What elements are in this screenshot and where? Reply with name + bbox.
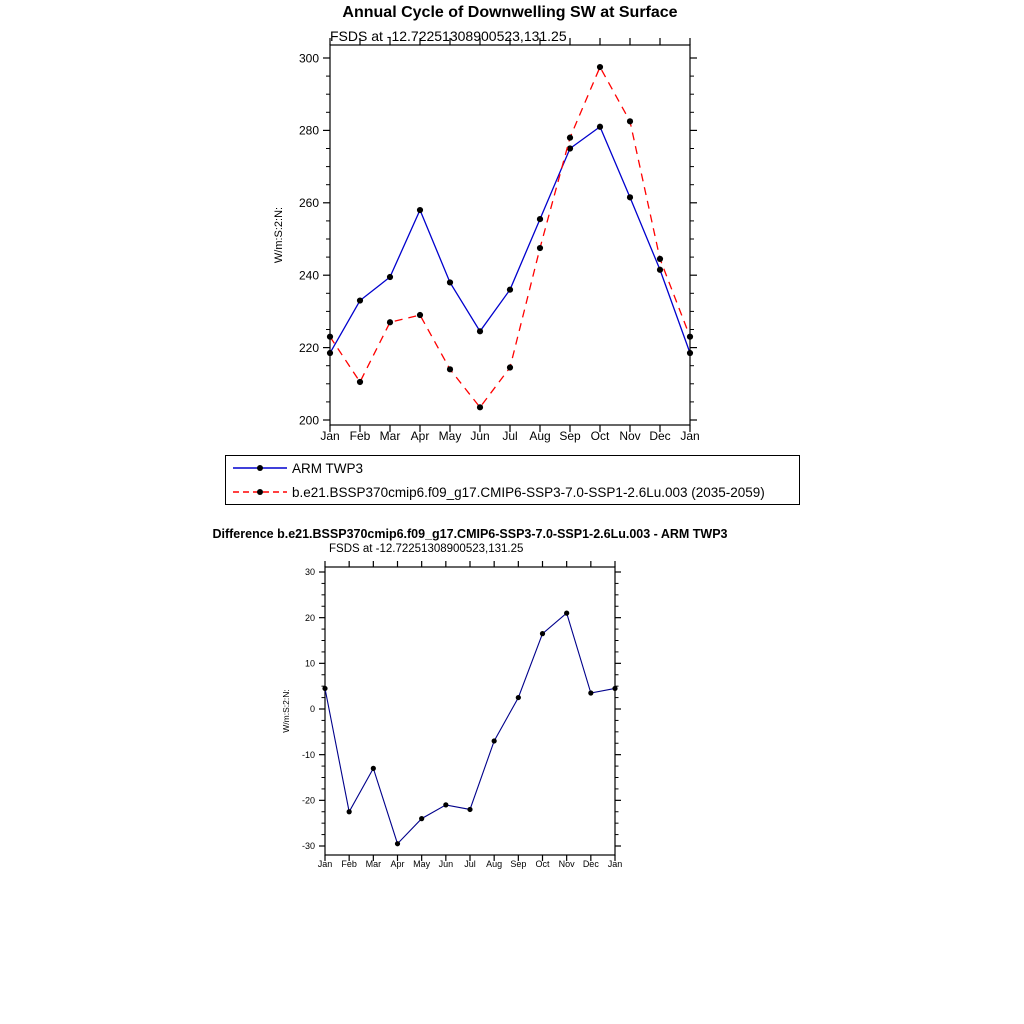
svg-text:Nov: Nov	[558, 859, 575, 869]
svg-text:May: May	[413, 859, 431, 869]
chart-legend	[225, 455, 800, 505]
svg-text:W/m:S:2:N:: W/m:S:2:N:	[273, 206, 285, 264]
difference-line-chart	[240, 553, 680, 878]
difference-chart-title: Difference b.e21.BSSP370cmip6.f09_g17.CMIP6-SSP3-7.0-SSP1-2.6Lu.003 - ARM TWP3	[212, 527, 728, 541]
svg-text:Aug: Aug	[529, 429, 551, 443]
annual-cycle-line-chart	[230, 38, 710, 450]
svg-text:Jun: Jun	[470, 429, 490, 443]
svg-text:Mar: Mar	[365, 859, 382, 869]
legend-entry-arm-twp3	[226, 456, 799, 480]
main-chart-title: Annual Cycle of Downwelling SW at Surface	[342, 4, 678, 21]
svg-text:300: 300	[298, 51, 319, 66]
svg-text:30: 30	[304, 567, 315, 578]
svg-text:220: 220	[298, 340, 319, 355]
svg-text:Sep: Sep	[510, 859, 527, 869]
svg-text:Oct: Oct	[535, 859, 550, 869]
svg-text:Jan: Jan	[607, 859, 623, 869]
svg-text:Jul: Jul	[464, 859, 476, 869]
svg-text:Jul: Jul	[502, 429, 518, 443]
legend-entry-model	[226, 480, 799, 504]
blue-solid-line-sample-icon	[231, 461, 289, 475]
svg-text:Jan: Jan	[317, 859, 333, 869]
svg-text:20: 20	[304, 612, 315, 623]
svg-text:-10: -10	[301, 749, 315, 760]
red-dashed-line-sample-icon	[231, 485, 289, 499]
svg-text:Nov: Nov	[619, 429, 641, 443]
svg-text:Jun: Jun	[438, 859, 454, 869]
svg-text:Dec: Dec	[582, 859, 599, 869]
svg-text:0: 0	[309, 704, 315, 715]
svg-text:W/m:S:2:N:: W/m:S:2:N:	[281, 689, 291, 733]
svg-text:280: 280	[298, 123, 319, 138]
legend-label-model: b.e21.BSSP370cmip6.f09_g17.CMIP6-SSP3-7.0-SSP1-2.6Lu.003 (2035-2059)	[292, 484, 765, 500]
svg-text:Jan: Jan	[320, 429, 340, 443]
svg-text:260: 260	[298, 196, 319, 211]
svg-text:Jan: Jan	[680, 429, 700, 443]
svg-text:Apr: Apr	[390, 859, 405, 869]
difference-chart-subtitle: FSDS at -12.72251308900523,131.25	[329, 543, 524, 555]
main-chart-subtitle: FSDS at -12.72251308900523,131.25	[330, 28, 567, 44]
svg-text:-20: -20	[301, 795, 315, 806]
svg-text:Apr: Apr	[410, 429, 430, 443]
svg-text:-30: -30	[301, 841, 315, 852]
svg-text:Oct: Oct	[590, 429, 610, 443]
svg-text:Aug: Aug	[486, 859, 503, 869]
svg-text:200: 200	[298, 413, 319, 428]
svg-text:Mar: Mar	[379, 429, 401, 443]
svg-text:10: 10	[304, 658, 315, 669]
svg-text:Feb: Feb	[341, 859, 357, 869]
svg-text:240: 240	[298, 268, 319, 283]
legend-label-arm-twp3: ARM TWP3	[292, 460, 364, 476]
svg-text:Dec: Dec	[649, 429, 671, 443]
svg-text:Sep: Sep	[559, 429, 581, 443]
svg-text:May: May	[438, 429, 462, 443]
svg-text:Feb: Feb	[349, 429, 371, 443]
